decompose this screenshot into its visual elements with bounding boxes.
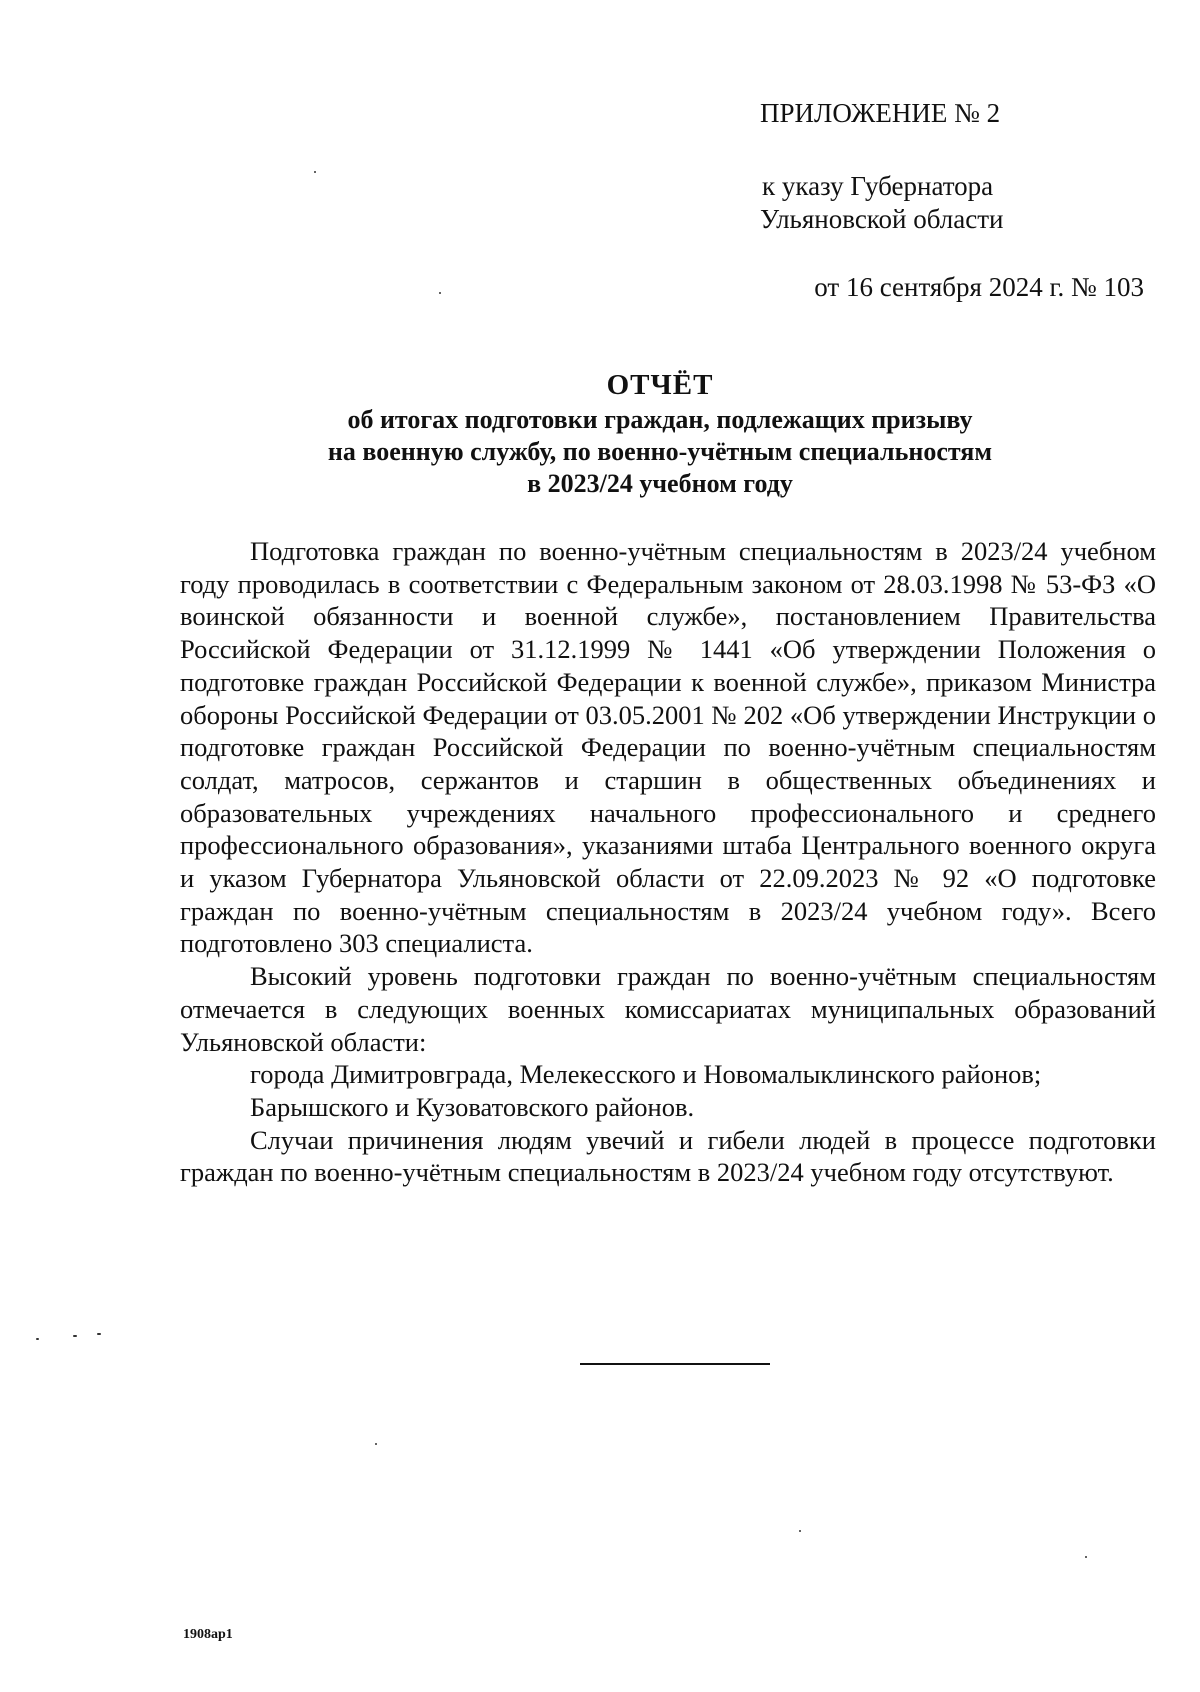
scan-speck (36, 1338, 39, 1340)
report-subtitle (180, 404, 1140, 500)
report-title: ОТЧЁТ (606, 369, 714, 401)
body-paragraph-3: Случаи причинения людям увечий и гибели людей в процессе подготовки граждан по военно-учётным специальностям в 2023/24 учебном году отсутствуют. (180, 1124, 1156, 1188)
scan-speck (439, 292, 441, 294)
report-subtitle-line-2: на военную службу, по военно-учётным специальностям (327, 437, 993, 466)
body-paragraph-1: Подготовка граждан по военно-учётным специальностям в 2023/24 учебном году проводилась в соответствии с Федеральным законом от 28.03.1998 № 53-ФЗ «О воинской обязанности и военной службе», постановлением Правительства Российской Федерации от 31.12.1999 № 1441 «Об утверждении Положения о подготовке граждан Российской Федерации к военной службе», приказом Министра обороны Российской Федерации от 03.05.2001 № 202 «Об утверждении Инструкции о подготовке граждан Российской Федерации по военно-учётным специальностям солдат, матросов, сержантов и старшин в общественных объединениях и образовательных учреждениях начального профессионального и среднего профессионального образования», указаниями штаба Центрального военного округа и указом Губернатора Ульяновской области от 22.09.2023 № 92 «О подготовке граждан по военно-учётным специальностям в 2023/24 учебном году». Всего подготовлено 303 специалиста. (180, 536, 1156, 959)
decree-reference (760, 170, 1004, 236)
report-subtitle-line-3: в 2023/24 учебном году (527, 469, 793, 498)
decree-date-number: от 16 сентября 2024 г. № 103 (814, 272, 1144, 302)
scan-speck (799, 1530, 801, 1532)
commissariat-list-item-2: Барышского и Кузоватовского районов. (250, 1091, 695, 1122)
scan-speck (1085, 1556, 1087, 1558)
body-paragraph-2: Высокий уровень подготовки граждан по военно-учётным специальностям отмечается в следующих военных комиссариатах муниципальных образований Ульяновской области: (180, 961, 1156, 1057)
scan-speck (97, 1333, 101, 1335)
report-title-block (180, 366, 1140, 500)
document-code: 1908ap1 (183, 1627, 233, 1642)
commissariat-list-item-1: города Димитровграда, Мелекесского и Новомалыклинского районов; (250, 1059, 1042, 1090)
report-subtitle-line-1: об итогах подготовки граждан, подлежащих призыву (347, 405, 973, 434)
end-separator-line (580, 1363, 770, 1365)
scan-speck (375, 1443, 377, 1445)
decree-reference-line-1: к указу Губернатора (762, 171, 994, 201)
appendix-label: ПРИЛОЖЕНИЕ № 2 (760, 98, 1001, 128)
scan-speck (73, 1335, 77, 1337)
scan-speck (314, 171, 316, 173)
report-body (180, 535, 1156, 1189)
decree-reference-line-2: Ульяновской области (760, 204, 1004, 234)
